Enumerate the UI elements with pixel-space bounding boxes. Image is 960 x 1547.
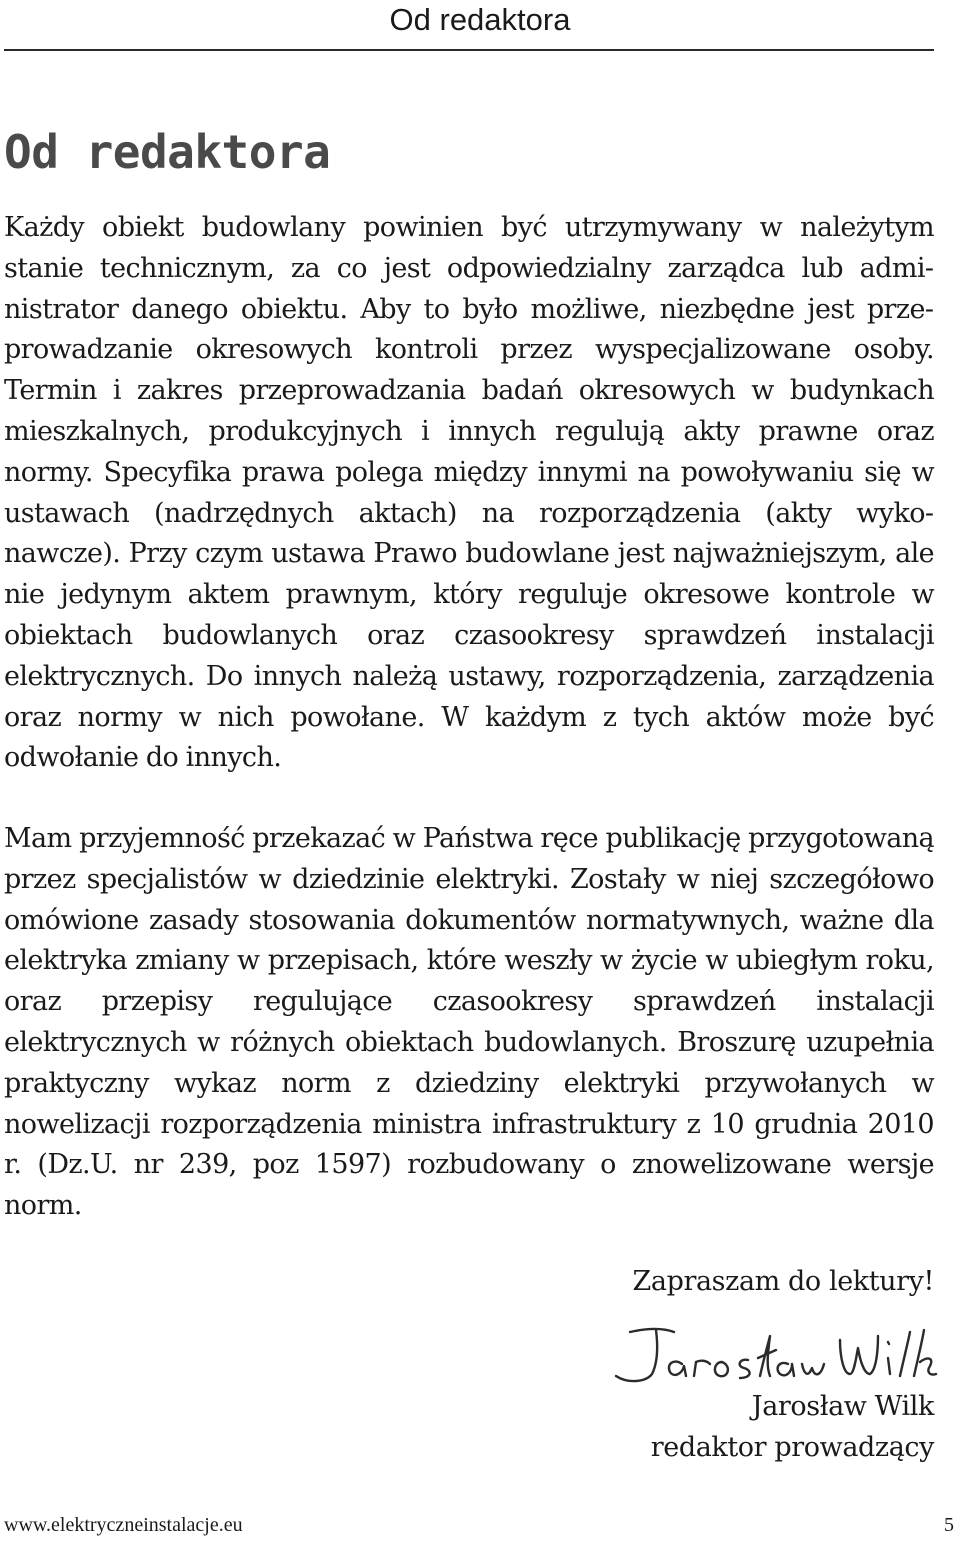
paragraph-2: Mam przyjemność przekazać w Państwa ręce publikację przygotowaną przez specjalistów w dziedzinie elektryki. Zostały w niej szczegółowo omówione zasady stosowania dokumentów normatywnych, ważne dla elektryka zmiany w przepisach, które weszły w życie w ubiegłym roku, oraz przepisy regulujące czasookresy sprawdzeń instalacji elektrycznych w różnych obiektach budowlanych. Broszurę uzupełnia praktyczny wykaz norm z dziedziny elektryki przywołanych w nowelizacji rozporządzenia ministra infrastruktury z 10 grudnia 2010 r. (Dz.U. nr 239, poz 1597) rozbudowany o znowelizowane wersje norm. — [4, 823, 934, 1222]
running-header: Od redaktora — [389, 2, 571, 37]
author-name: Jarosław Wilk — [751, 1391, 934, 1422]
handwritten-signature — [608, 1318, 938, 1388]
footer-url[interactable]: www.elektryczneinstalacje.eu — [4, 1514, 243, 1536]
closing-line: Zapraszam do lektury! — [632, 1266, 934, 1297]
paragraph-1: Każdy obiekt budowlany powinien być utrzymywany w należytym stanie technicznym, za co jest odpowiedzialny zarządca lub administrator danego obiektu. Aby to było możliwe, niezbędne jest przeprowadzanie okresowych kontroli przez wyspecjalizowane osoby. Termin i zakres przeprowadzania badań okresowych w budynkach mieszkalnych, produkcyjnych i innych regulują akty prawne oraz normy. Specyfika prawa polega między innymi na powoływaniu się w ustawach (nadrzędnych aktach) na rozporządzenia (akty wykonawcze). Przy czym ustawa Prawo budowlane jest najważniejszym, ale nie jedynym aktem prawnym, który reguluje okresowe kontrole w obiektach budowlanych oraz czasookresy sprawdzeń instalacji elektrycznych. Do innych należą ustawy, rozporządzenia, zarządzenia oraz normy w nich powołane. W każdym z tych aktów może być odwołanie do innych. — [4, 212, 934, 774]
header-rule — [4, 49, 934, 51]
author-role: redaktor prowadzący — [650, 1431, 934, 1463]
page-number: 5 — [944, 1514, 954, 1536]
page-title: Od redaktora — [4, 125, 331, 179]
signature-block — [651, 1387, 934, 1468]
